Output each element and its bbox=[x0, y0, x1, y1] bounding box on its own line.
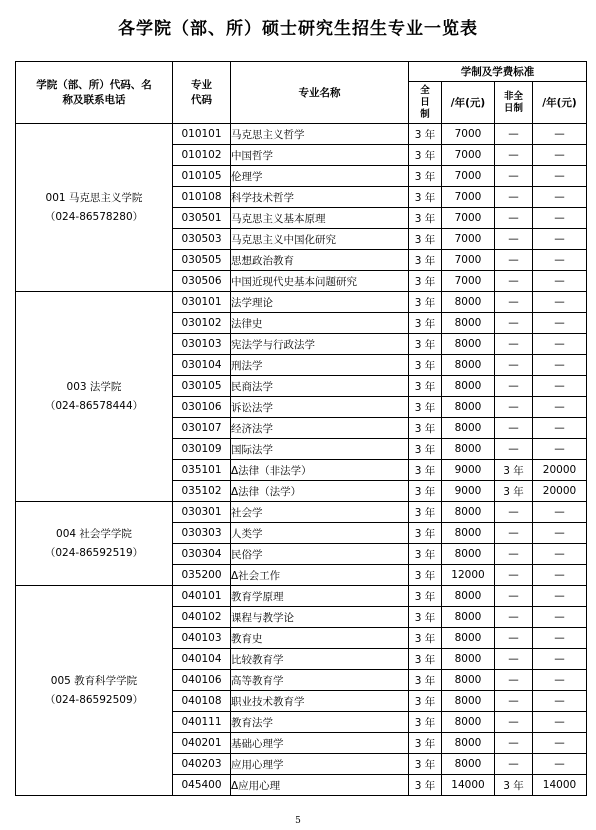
major-name: 高等教育学 bbox=[231, 670, 409, 691]
parttime-duration: — bbox=[495, 145, 533, 166]
parttime-duration: — bbox=[495, 376, 533, 397]
major-name: Δ法律（法学） bbox=[231, 481, 409, 502]
fulltime-fee: 7000 bbox=[442, 208, 495, 229]
major-code: 030501 bbox=[173, 208, 231, 229]
major-code: 040101 bbox=[173, 586, 231, 607]
major-name: 社会学 bbox=[231, 502, 409, 523]
parttime-duration: — bbox=[495, 418, 533, 439]
major-name: 教育史 bbox=[231, 628, 409, 649]
parttime-duration: — bbox=[495, 628, 533, 649]
fulltime-duration: 3 年 bbox=[409, 481, 442, 502]
parttime-fee: 20000 bbox=[533, 460, 587, 481]
fulltime-fee: 8000 bbox=[442, 313, 495, 334]
fulltime-fee: 8000 bbox=[442, 523, 495, 544]
fulltime-duration: 3 年 bbox=[409, 712, 442, 733]
parttime-fee: — bbox=[533, 607, 587, 628]
major-code: 030109 bbox=[173, 439, 231, 460]
fulltime-fee: 7000 bbox=[442, 250, 495, 271]
major-name: 国际法学 bbox=[231, 439, 409, 460]
fulltime-fee: 8000 bbox=[442, 292, 495, 313]
parttime-duration: — bbox=[495, 586, 533, 607]
page-title: 各学院（部、所）硕士研究生招生专业一览表 bbox=[118, 19, 478, 39]
fulltime-fee: 8000 bbox=[442, 418, 495, 439]
major-name: 刑法学 bbox=[231, 355, 409, 376]
fulltime-duration: 3 年 bbox=[409, 628, 442, 649]
header-fee1 bbox=[442, 82, 495, 124]
major-name: 中国近现代史基本问题研究 bbox=[231, 271, 409, 292]
major-code: 030301 bbox=[173, 502, 231, 523]
parttime-duration: — bbox=[495, 712, 533, 733]
fulltime-duration: 3 年 bbox=[409, 229, 442, 250]
parttime-fee: — bbox=[533, 292, 587, 313]
major-code: 030106 bbox=[173, 397, 231, 418]
major-code: 010101 bbox=[173, 124, 231, 145]
major-code: 030303 bbox=[173, 523, 231, 544]
major-name: 民俗学 bbox=[231, 544, 409, 565]
parttime-fee: — bbox=[533, 670, 587, 691]
college-phone: （024-86592519） bbox=[44, 546, 144, 559]
parttime-fee: — bbox=[533, 166, 587, 187]
parttime-duration: 3 年 bbox=[495, 775, 533, 796]
fulltime-duration: 3 年 bbox=[409, 334, 442, 355]
fulltime-duration: 3 年 bbox=[409, 670, 442, 691]
major-name: 人类学 bbox=[231, 523, 409, 544]
major-code: 040102 bbox=[173, 607, 231, 628]
major-name: Δ应用心理 bbox=[231, 775, 409, 796]
major-name: 思想政治教育 bbox=[231, 250, 409, 271]
parttime-duration: — bbox=[495, 691, 533, 712]
major-name: 教育法学 bbox=[231, 712, 409, 733]
fulltime-duration: 3 年 bbox=[409, 565, 442, 586]
fulltime-fee: 8000 bbox=[442, 607, 495, 628]
parttime-duration: 3 年 bbox=[495, 481, 533, 502]
fulltime-fee: 8000 bbox=[442, 502, 495, 523]
parttime-fee: — bbox=[533, 586, 587, 607]
fulltime-duration: 3 年 bbox=[409, 544, 442, 565]
fulltime-fee: 7000 bbox=[442, 166, 495, 187]
fulltime-fee: 7000 bbox=[442, 271, 495, 292]
college-name: 005 教育科学学院 bbox=[50, 674, 138, 687]
major-name: 法律史 bbox=[231, 313, 409, 334]
major-code: 030505 bbox=[173, 250, 231, 271]
major-code: 040201 bbox=[173, 733, 231, 754]
college-name: 004 社会学学院 bbox=[56, 527, 132, 540]
fulltime-duration: 3 年 bbox=[409, 502, 442, 523]
major-name: 课程与教学论 bbox=[231, 607, 409, 628]
parttime-fee: — bbox=[533, 355, 587, 376]
parttime-duration: — bbox=[495, 565, 533, 586]
header-name bbox=[231, 62, 409, 124]
fulltime-duration: 3 年 bbox=[409, 208, 442, 229]
parttime-duration: — bbox=[495, 166, 533, 187]
parttime-fee: — bbox=[533, 313, 587, 334]
header-name-label: 专业名称 bbox=[298, 87, 341, 99]
major-name: 应用心理学 bbox=[231, 754, 409, 775]
college-cell bbox=[16, 586, 173, 796]
fulltime-duration: 3 年 bbox=[409, 733, 442, 754]
fulltime-duration: 3 年 bbox=[409, 649, 442, 670]
parttime-duration: — bbox=[495, 397, 533, 418]
parttime-duration: — bbox=[495, 208, 533, 229]
parttime-duration: — bbox=[495, 544, 533, 565]
fulltime-fee: 8000 bbox=[442, 628, 495, 649]
parttime-fee: — bbox=[533, 712, 587, 733]
fulltime-fee: 7000 bbox=[442, 145, 495, 166]
major-code: 030102 bbox=[173, 313, 231, 334]
major-name: 民商法学 bbox=[231, 376, 409, 397]
college-cell bbox=[16, 124, 173, 292]
page-number: 5 bbox=[295, 816, 301, 826]
parttime-duration: — bbox=[495, 271, 533, 292]
fulltime-fee: 8000 bbox=[442, 754, 495, 775]
major-name: Δ社会工作 bbox=[231, 565, 409, 586]
major-code: 030506 bbox=[173, 271, 231, 292]
parttime-fee: — bbox=[533, 229, 587, 250]
major-name: 马克思主义基本原理 bbox=[231, 208, 409, 229]
parttime-duration: — bbox=[495, 439, 533, 460]
header-parttime bbox=[495, 82, 533, 124]
college-phone: （024-86578280） bbox=[44, 210, 144, 223]
college-name: 001 马克思主义学院 bbox=[45, 191, 143, 204]
fulltime-fee: 14000 bbox=[442, 775, 495, 796]
parttime-duration: — bbox=[495, 334, 533, 355]
major-code: 010105 bbox=[173, 166, 231, 187]
major-code: 035200 bbox=[173, 565, 231, 586]
major-code: 010108 bbox=[173, 187, 231, 208]
parttime-duration: — bbox=[495, 733, 533, 754]
parttime-fee: — bbox=[533, 691, 587, 712]
major-code: 040203 bbox=[173, 754, 231, 775]
parttime-fee: — bbox=[533, 124, 587, 145]
fulltime-fee: 8000 bbox=[442, 586, 495, 607]
fulltime-duration: 3 年 bbox=[409, 460, 442, 481]
major-code: 030107 bbox=[173, 418, 231, 439]
fulltime-fee: 9000 bbox=[442, 481, 495, 502]
parttime-duration: — bbox=[495, 124, 533, 145]
parttime-duration: — bbox=[495, 523, 533, 544]
header-parttime-label: 非全日制 bbox=[503, 90, 523, 114]
header-group-label: 学制及学费标准 bbox=[460, 66, 535, 78]
fulltime-duration: 3 年 bbox=[409, 355, 442, 376]
major-name: 教育学原理 bbox=[231, 586, 409, 607]
fulltime-duration: 3 年 bbox=[409, 418, 442, 439]
fulltime-fee: 8000 bbox=[442, 712, 495, 733]
parttime-fee: — bbox=[533, 334, 587, 355]
major-code: 040104 bbox=[173, 649, 231, 670]
header-fee1-label: /年(元) bbox=[450, 97, 486, 109]
major-name: 中国哲学 bbox=[231, 145, 409, 166]
fulltime-duration: 3 年 bbox=[409, 313, 442, 334]
major-code: 030503 bbox=[173, 229, 231, 250]
fulltime-fee: 8000 bbox=[442, 397, 495, 418]
parttime-fee: — bbox=[533, 439, 587, 460]
parttime-duration: — bbox=[495, 250, 533, 271]
fulltime-duration: 3 年 bbox=[409, 523, 442, 544]
majors-table bbox=[15, 61, 587, 796]
major-code: 040111 bbox=[173, 712, 231, 733]
header-fee2 bbox=[533, 82, 587, 124]
fulltime-duration: 3 年 bbox=[409, 124, 442, 145]
fulltime-duration: 3 年 bbox=[409, 607, 442, 628]
major-name: 伦理学 bbox=[231, 166, 409, 187]
major-code: 030104 bbox=[173, 355, 231, 376]
header-fulltime-label: 全日制 bbox=[420, 84, 430, 120]
major-code: 030105 bbox=[173, 376, 231, 397]
fulltime-fee: 8000 bbox=[442, 691, 495, 712]
college-phone: （024-86578444） bbox=[44, 399, 144, 412]
fulltime-fee: 7000 bbox=[442, 187, 495, 208]
major-name: 经济法学 bbox=[231, 418, 409, 439]
major-name: 马克思主义哲学 bbox=[231, 124, 409, 145]
table-row bbox=[16, 502, 587, 523]
parttime-fee: — bbox=[533, 733, 587, 754]
major-name: 科学技术哲学 bbox=[231, 187, 409, 208]
parttime-duration: — bbox=[495, 355, 533, 376]
fulltime-duration: 3 年 bbox=[409, 586, 442, 607]
major-code: 035102 bbox=[173, 481, 231, 502]
parttime-fee: — bbox=[533, 187, 587, 208]
table-row bbox=[16, 586, 587, 607]
major-name: 职业技术教育学 bbox=[231, 691, 409, 712]
fulltime-duration: 3 年 bbox=[409, 397, 442, 418]
major-name: 法学理论 bbox=[231, 292, 409, 313]
major-code: 010102 bbox=[173, 145, 231, 166]
parttime-fee: 14000 bbox=[533, 775, 587, 796]
parttime-fee: — bbox=[533, 397, 587, 418]
fulltime-duration: 3 年 bbox=[409, 691, 442, 712]
parttime-fee: — bbox=[533, 628, 587, 649]
major-name: Δ法律（非法学） bbox=[231, 460, 409, 481]
major-code: 030101 bbox=[173, 292, 231, 313]
fulltime-duration: 3 年 bbox=[409, 292, 442, 313]
fulltime-fee: 8000 bbox=[442, 376, 495, 397]
parttime-fee: — bbox=[533, 502, 587, 523]
parttime-fee: — bbox=[533, 250, 587, 271]
header-code bbox=[173, 62, 231, 124]
header-code-label: 专业代码 bbox=[191, 78, 212, 106]
fulltime-duration: 3 年 bbox=[409, 376, 442, 397]
parttime-fee: — bbox=[533, 565, 587, 586]
parttime-fee: — bbox=[533, 208, 587, 229]
fulltime-fee: 8000 bbox=[442, 733, 495, 754]
parttime-duration: — bbox=[495, 313, 533, 334]
fulltime-fee: 8000 bbox=[442, 670, 495, 691]
fulltime-fee: 8000 bbox=[442, 334, 495, 355]
fulltime-duration: 3 年 bbox=[409, 187, 442, 208]
fulltime-duration: 3 年 bbox=[409, 754, 442, 775]
table-row bbox=[16, 124, 587, 145]
major-name: 宪法学与行政法学 bbox=[231, 334, 409, 355]
fulltime-fee: 8000 bbox=[442, 649, 495, 670]
fulltime-duration: 3 年 bbox=[409, 775, 442, 796]
fulltime-duration: 3 年 bbox=[409, 439, 442, 460]
major-code: 030304 bbox=[173, 544, 231, 565]
fulltime-fee: 9000 bbox=[442, 460, 495, 481]
major-code: 040106 bbox=[173, 670, 231, 691]
parttime-duration: 3 年 bbox=[495, 460, 533, 481]
fulltime-fee: 7000 bbox=[442, 229, 495, 250]
parttime-fee: — bbox=[533, 418, 587, 439]
header-college-label: 学院（部、所）代码、名称及联系电话 bbox=[36, 78, 152, 106]
parttime-fee: — bbox=[533, 271, 587, 292]
parttime-duration: — bbox=[495, 502, 533, 523]
header-group bbox=[409, 62, 587, 82]
parttime-fee: — bbox=[533, 754, 587, 775]
fulltime-duration: 3 年 bbox=[409, 145, 442, 166]
major-code: 035101 bbox=[173, 460, 231, 481]
college-name: 003 法学院 bbox=[66, 380, 122, 393]
fulltime-fee: 12000 bbox=[442, 565, 495, 586]
parttime-fee: — bbox=[533, 145, 587, 166]
parttime-duration: — bbox=[495, 607, 533, 628]
college-phone: （024-86592509） bbox=[44, 693, 144, 706]
header-fee2-label: /年(元) bbox=[542, 97, 577, 109]
table-row bbox=[16, 292, 587, 313]
parttime-duration: — bbox=[495, 649, 533, 670]
fulltime-fee: 7000 bbox=[442, 124, 495, 145]
parttime-fee: — bbox=[533, 376, 587, 397]
parttime-duration: — bbox=[495, 229, 533, 250]
major-code: 040103 bbox=[173, 628, 231, 649]
header-fulltime bbox=[409, 82, 442, 124]
college-cell bbox=[16, 292, 173, 502]
parttime-duration: — bbox=[495, 292, 533, 313]
parttime-duration: — bbox=[495, 754, 533, 775]
fulltime-fee: 8000 bbox=[442, 355, 495, 376]
header-college bbox=[16, 62, 173, 124]
fulltime-duration: 3 年 bbox=[409, 250, 442, 271]
parttime-duration: — bbox=[495, 670, 533, 691]
major-name: 比较教育学 bbox=[231, 649, 409, 670]
major-code: 030103 bbox=[173, 334, 231, 355]
major-name: 马克思主义中国化研究 bbox=[231, 229, 409, 250]
fulltime-fee: 8000 bbox=[442, 439, 495, 460]
parttime-fee: — bbox=[533, 544, 587, 565]
college-cell bbox=[16, 502, 173, 586]
major-name: 基础心理学 bbox=[231, 733, 409, 754]
fulltime-duration: 3 年 bbox=[409, 166, 442, 187]
parttime-fee: — bbox=[533, 649, 587, 670]
major-name: 诉讼法学 bbox=[231, 397, 409, 418]
parttime-fee: — bbox=[533, 523, 587, 544]
major-code: 045400 bbox=[173, 775, 231, 796]
fulltime-fee: 8000 bbox=[442, 544, 495, 565]
parttime-fee: 20000 bbox=[533, 481, 587, 502]
fulltime-duration: 3 年 bbox=[409, 271, 442, 292]
major-code: 040108 bbox=[173, 691, 231, 712]
parttime-duration: — bbox=[495, 187, 533, 208]
